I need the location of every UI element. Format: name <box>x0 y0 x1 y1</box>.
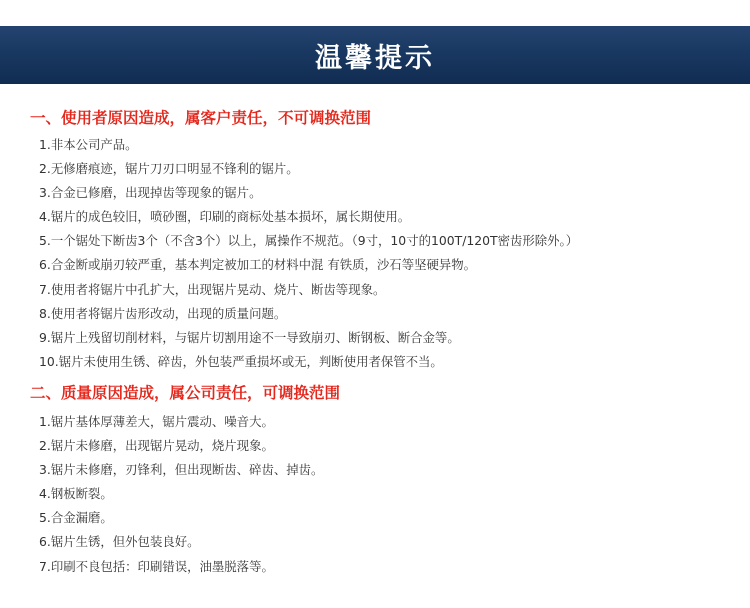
list-item: 7.印刷不良包括：印刷错误，油墨脱落等。 <box>39 558 274 574</box>
banner-title: 温馨提示 <box>315 42 435 74</box>
list-item: 4.锯片的成色较旧，喷砂圈，印刷的商标处基本损坏，属长期使用。 <box>39 209 411 225</box>
list-item: 8.使用者将锯片齿形改动，出现的质量问题。 <box>39 305 287 321</box>
exchangeable-list <box>39 410 323 579</box>
section-heading-customer-responsibility: 一、使用者原因造成，属客户责任，不可调换范围 <box>30 109 372 127</box>
list-item: 7.使用者将锯片中孔扩大，出现锯片晃动、烧片、断齿等现象。 <box>39 281 386 297</box>
list-item: 6.锯片生锈，但外包装良好。 <box>39 534 200 550</box>
list-item: 10.锯片未使用生锈、碎齿，外包装严重损坏或无，判断使用者保管不当。 <box>39 353 443 369</box>
list-item: 4.钢板断裂。 <box>39 486 113 502</box>
list-item: 5.一个锯处下断齿3个（不含3个）以上，属操作不规范。（9寸，10寸的100T/120T密齿形除外。） <box>39 233 579 249</box>
list-item: 9.锯片上残留切削材料，与锯片切割用途不一导致崩刃、断钢板、断合金等。 <box>39 329 460 345</box>
non-exchangeable-list <box>39 133 578 374</box>
section-heading-company-responsibility: 二、质量原因造成，属公司责任，可调换范围 <box>30 384 341 402</box>
list-item: 1.锯片基体厚薄差大，锯片震动、噪音大。 <box>39 414 274 429</box>
title-banner <box>0 26 750 84</box>
list-item: 5.合金漏磨。 <box>39 510 113 526</box>
list-item: 3.锯片未修磨，刃锋利，但出现断齿、碎齿、掉齿。 <box>39 462 324 478</box>
list-item: 3.合金已修磨，出现掉齿等现象的锯片。 <box>39 185 262 201</box>
list-item: 6.合金断或崩刃较严重，基本判定被加工的材料中混 有铁质，沙石等坚硬异物。 <box>39 257 477 273</box>
list-item: 2.锯片未修磨，出现锯片晃动，烧片现象。 <box>39 438 274 454</box>
list-item: 1.非本公司产品。 <box>39 137 138 152</box>
list-item: 2.无修磨痕迹，锯片刀刃口明显不锋利的锯片。 <box>39 161 299 177</box>
